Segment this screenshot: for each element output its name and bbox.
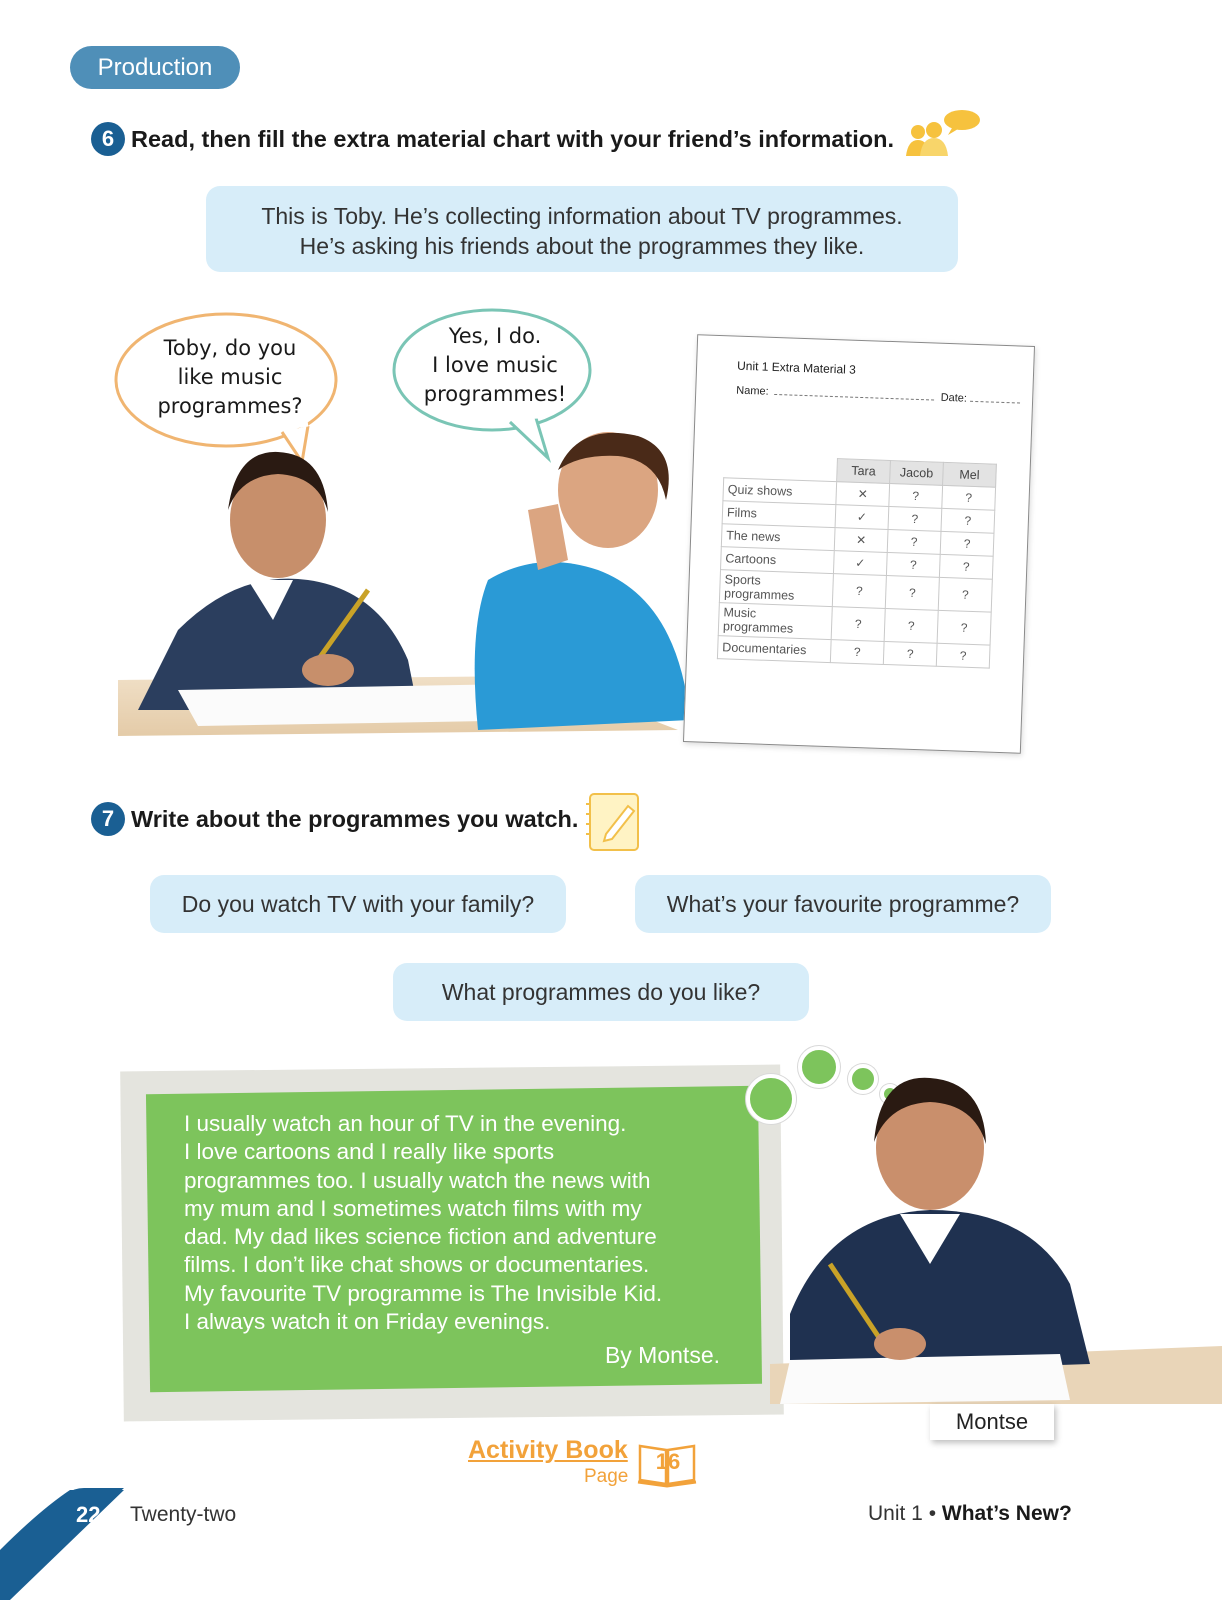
children-photo (118, 430, 690, 740)
paragraph-line: my mum and I sometimes watch films with my (184, 1195, 642, 1221)
page-number-words: Twenty-two (130, 1503, 237, 1526)
bubble-boy-line-2: I love music (432, 353, 558, 377)
worksheet-name-label: Name: (736, 384, 769, 398)
cell-mark: ? (831, 607, 885, 642)
cell-mark: ? (885, 575, 939, 610)
paragraph-line: I love cartoons and I really like sports (184, 1139, 555, 1165)
worksheet-title: Unit 1 Extra Material 3 (736, 358, 857, 377)
exercise-7-instruction: Write about the programmes you watch. (131, 806, 579, 832)
prompt-box-favourite: What’s your favourite programme? (635, 875, 1051, 933)
intro-box (206, 186, 958, 272)
montse-paragraph (184, 1110, 744, 1336)
row-label: Quiz shows (723, 478, 837, 505)
tick-mark: ✓ (833, 551, 887, 576)
exercise-6-number: 6 (91, 122, 125, 156)
paragraph-line: I always watch it on Friday evenings. (184, 1309, 551, 1335)
unit-separator: • (928, 1502, 937, 1525)
cell-mark: ? (832, 574, 886, 609)
paragraph-line: films. I don’t like chat shows or documentaries. (184, 1252, 650, 1278)
bubble-girl-line-2: like music (177, 365, 283, 389)
cell-mark: ? (886, 552, 940, 577)
intro-line-2: He’s asking his friends about the programmes they like. (299, 233, 865, 259)
unit-footer (868, 1502, 1072, 1526)
activity-book-page-number: 16 (655, 1449, 681, 1474)
unit-title: What’s New? (941, 1502, 1072, 1525)
cross-mark: ✕ (836, 482, 890, 507)
row-label: Sports programmes (719, 570, 833, 607)
bubble-boy-line-3: programmes! (423, 382, 567, 406)
montse-photo (770, 1064, 1222, 1404)
pair-work-icon (900, 108, 982, 160)
row-label: The news (721, 524, 835, 551)
writing-notebook-icon (584, 790, 644, 854)
intro-line-1: This is Toby. He’s collecting information about TV programmes. (261, 203, 903, 229)
cross-mark: ✕ (834, 528, 888, 553)
section-label: Production (70, 46, 240, 89)
cell-mark: ? (830, 640, 884, 665)
paragraph-line: programmes too. I usually watch the news with (184, 1167, 651, 1193)
row-label: Music programmes (718, 603, 832, 640)
exercise-7-number: 7 (91, 802, 125, 836)
cell-mark: ? (887, 530, 941, 555)
paragraph-line: I usually watch an hour of TV in the evening. (184, 1111, 627, 1136)
cell-mark: ? (939, 554, 993, 579)
worksheet-name-date (736, 385, 1020, 407)
activity-book-page-label: Page (584, 1466, 629, 1487)
signature: By Montse. (604, 1342, 720, 1368)
bubble-girl-line-3: programmes? (157, 394, 303, 418)
bubble-girl-text (132, 334, 328, 421)
paragraph-line: dad. My dad likes science fiction and adventure (184, 1224, 657, 1250)
book-icon (636, 1440, 698, 1488)
page-corner-decoration (0, 1480, 130, 1600)
montse-name-tag: Montse (930, 1404, 1054, 1440)
cell-mark: ? (888, 507, 942, 532)
worksheet-date-label: Date: (940, 391, 968, 405)
cell-mark: ? (937, 610, 991, 645)
cell-mark: ? (941, 508, 995, 533)
activity-book-link[interactable]: Activity Book (468, 1436, 628, 1464)
exercise-6-instruction: Read, then fill the extra material chart with your friend’s information. (131, 126, 895, 152)
cell-mark: ? (942, 485, 996, 510)
unit-label: Unit 1 (868, 1502, 923, 1525)
extra-material-worksheet (683, 334, 1035, 754)
cell-mark: ? (936, 643, 990, 668)
bubble-boy-text (400, 322, 590, 409)
prompt-box-like: What programmes do you like? (393, 963, 809, 1021)
worksheet-table (717, 454, 997, 668)
page-number: 22 (76, 1502, 101, 1527)
bubble-girl-line-1: Toby, do you (163, 336, 297, 360)
row-label: Cartoons (721, 547, 835, 574)
paragraph-line: My favourite TV programme is The Invisible Kid. (184, 1280, 663, 1306)
bubble-boy-line-1: Yes, I do. (448, 324, 542, 348)
prompt-box-family: Do you watch TV with your family? (150, 875, 566, 933)
cell-mark: ? (889, 484, 943, 509)
column-header: Mel (943, 462, 997, 487)
cell-mark: ? (938, 577, 992, 612)
column-header: Jacob (890, 461, 944, 486)
column-header: Tara (837, 459, 891, 484)
tick-mark: ✓ (835, 505, 889, 530)
cell-mark: ? (883, 641, 937, 666)
cell-mark: ? (884, 608, 938, 643)
row-label: Documentaries (717, 636, 831, 663)
row-label: Films (722, 501, 836, 528)
cell-mark: ? (940, 531, 994, 556)
